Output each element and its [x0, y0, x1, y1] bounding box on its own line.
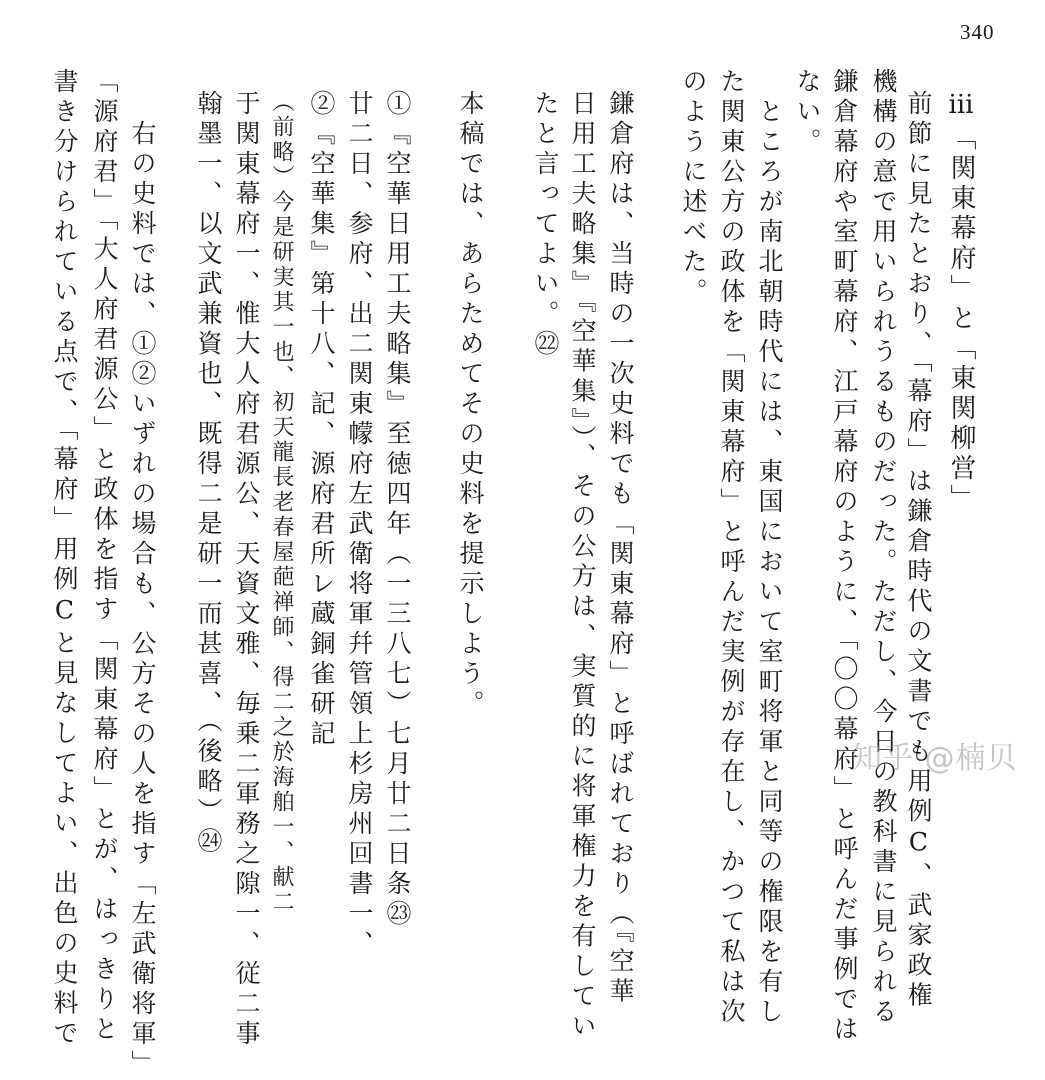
page-number: 340 [960, 20, 995, 44]
text-column: のように述べた。 [679, 68, 708, 308]
text-column: 機構の意で用いられうるものだった。ただし、今日の教科書に見られる [869, 68, 898, 1028]
text-column: 右の史料では、①②いずれの場合も、公方その人を指す「左武衛将軍」 [128, 90, 157, 1080]
watermark: 知乎 @楠贝 [852, 741, 1018, 776]
source-text: 于関東幕府一、惟大人府君源公、天資文雅、毎乗二軍務之隙一、従二事 [232, 90, 261, 1050]
text-column: 鎌倉幕府や室町幕府、江戸幕府のように、「〇〇幕府」と呼んだ事例では [830, 68, 859, 1046]
section-heading: ⅲ「関東幕府」と「東関柳営」 [946, 90, 976, 514]
text-column: 前節に見たとおり、「幕府」は鎌倉時代の文書でも用例C、武家政権 [904, 90, 933, 1012]
quote-column: 鎌倉府は、当時の一次史料でも「関東幕府」と呼ばれており（『空華 [606, 90, 635, 1008]
source-text: 翰墨一、以文武兼資也、既得二是研一而甚喜、（後略）㉔ [194, 90, 223, 858]
source-text: 廿二日、参府、出二関東幪府左武衛将軍幷管領上杉房州回書一、 [345, 90, 374, 960]
text-column: た関東公方の政体を「関東幕府」と呼んだ実例が存在し、かつて私は次 [717, 68, 746, 1028]
text-column: 本稿では、あらためてその史料を提示しよう。 [456, 90, 485, 720]
source-text: （前略）今是研実其一也、初天龍長老春屋葩禅師、得二之於海舶一、献二 [269, 90, 294, 915]
source-title: ①『空華日用工夫略集』至徳四年（一三八七）七月廿二日条㉓ [383, 90, 412, 930]
text-column: ところが南北朝時代には、東国において室町将軍と同等の権限を有し [755, 68, 784, 1028]
text-column: 「源府君」「大人府君源公」と政体を指す「関東幕府」とが、はっきりと [90, 68, 119, 1046]
quote-column: 日用工夫略集』『空華集』）、その公方は、実質的に将軍権力を有してい [568, 90, 597, 1043]
text-column: ない。 [793, 68, 822, 158]
text-column: 書き分けられている点で、「幕府」用例Cと見なしてよい、出色の史料で [50, 68, 79, 1050]
source-title: ②『空華集』第十八、記、源府君所レ蔵銅雀研記 [307, 90, 336, 750]
quote-column: たと言ってよい。㉒ [531, 90, 560, 360]
